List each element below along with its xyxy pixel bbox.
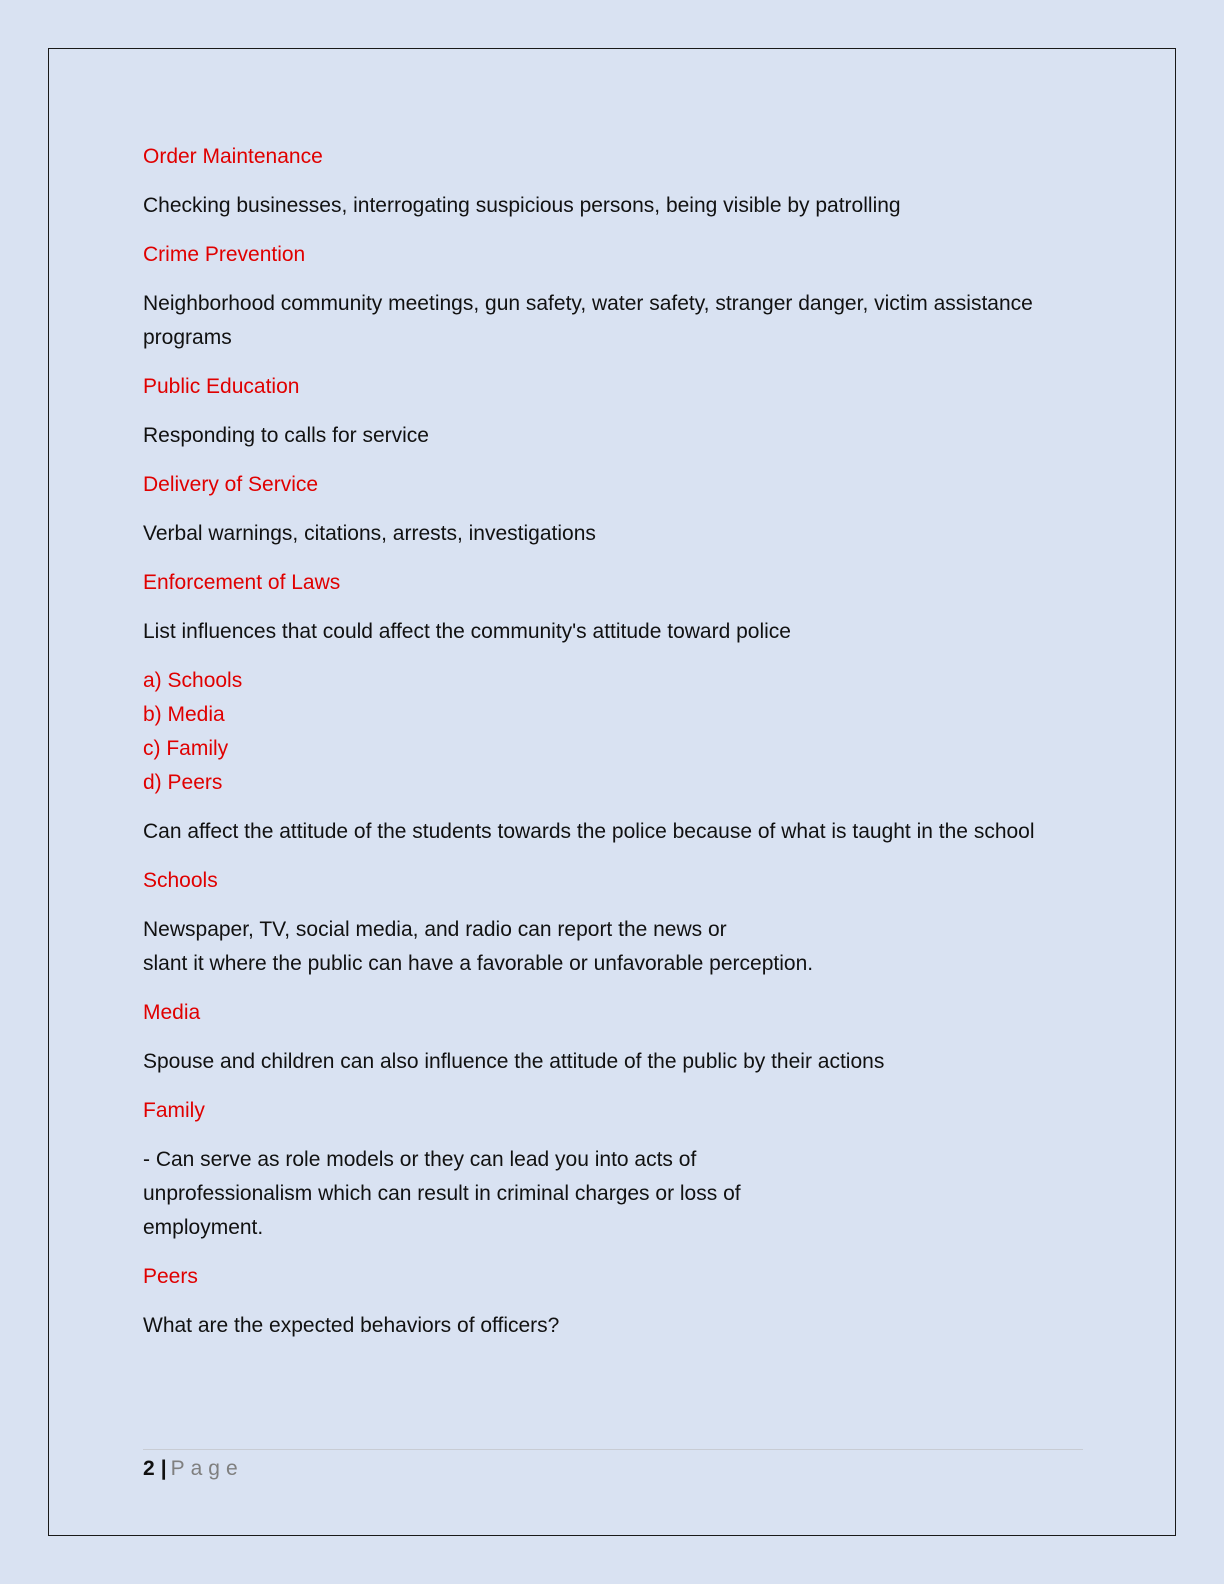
list-item: d) Peers <box>143 771 223 794</box>
question-community-influences: List influences that could affect the community's attitude toward police <box>143 620 791 643</box>
heading-peers: Peers <box>143 1265 198 1288</box>
page-number: 2 <box>143 1457 155 1480</box>
text-line: unprofessionalism which can result in criminal charges or loss of <box>143 1182 741 1205</box>
text-line: slant it where the public can have a favorable or unfavorable perception. <box>143 952 814 975</box>
influences-list <box>143 664 1083 800</box>
heading-family: Family <box>143 1099 205 1122</box>
heading-enforcement-of-laws: Enforcement of Laws <box>143 571 341 594</box>
text-public-education: Responding to calls for service <box>143 424 429 447</box>
text-delivery-of-service: Verbal warnings, citations, arrests, investigations <box>143 522 596 545</box>
page-label: Page <box>170 1457 244 1480</box>
heading-media: Media <box>143 1001 201 1024</box>
page-footer <box>143 1452 244 1486</box>
text-line: Newspaper, TV, social media, and radio can report the news or <box>143 918 727 941</box>
text-line: employment. <box>143 1216 264 1239</box>
text-line: - Can serve as role models or they can lead you into acts of <box>143 1148 697 1171</box>
question-expected-behaviors: What are the expected behaviors of officers? <box>143 1314 560 1337</box>
text-order-maintenance: Checking businesses, interrogating suspicious persons, being visible by patrolling <box>143 194 901 217</box>
footer-divider <box>143 1449 1083 1450</box>
heading-delivery-of-service: Delivery of Service <box>143 473 319 496</box>
text-schools: Can affect the attitude of the students towards the police because of what is taught in the school <box>143 820 1035 843</box>
text-crime-prevention: Neighborhood community meetings, gun safety, water safety, stranger danger, victim assistance programs <box>143 292 1033 349</box>
list-item: c) Family <box>143 737 229 760</box>
text-peers <box>143 1143 1083 1245</box>
text-family: Spouse and children can also influence the attitude of the public by their actions <box>143 1050 885 1073</box>
heading-public-education: Public Education <box>143 375 300 398</box>
list-item: a) Schools <box>143 669 243 692</box>
list-item: b) Media <box>143 703 225 726</box>
heading-crime-prevention: Crime Prevention <box>143 243 306 266</box>
heading-order-maintenance: Order Maintenance <box>143 145 323 168</box>
heading-schools: Schools <box>143 869 218 892</box>
text-media <box>143 913 1083 981</box>
footer-separator: | <box>160 1457 167 1480</box>
document-body <box>143 140 1083 1358</box>
